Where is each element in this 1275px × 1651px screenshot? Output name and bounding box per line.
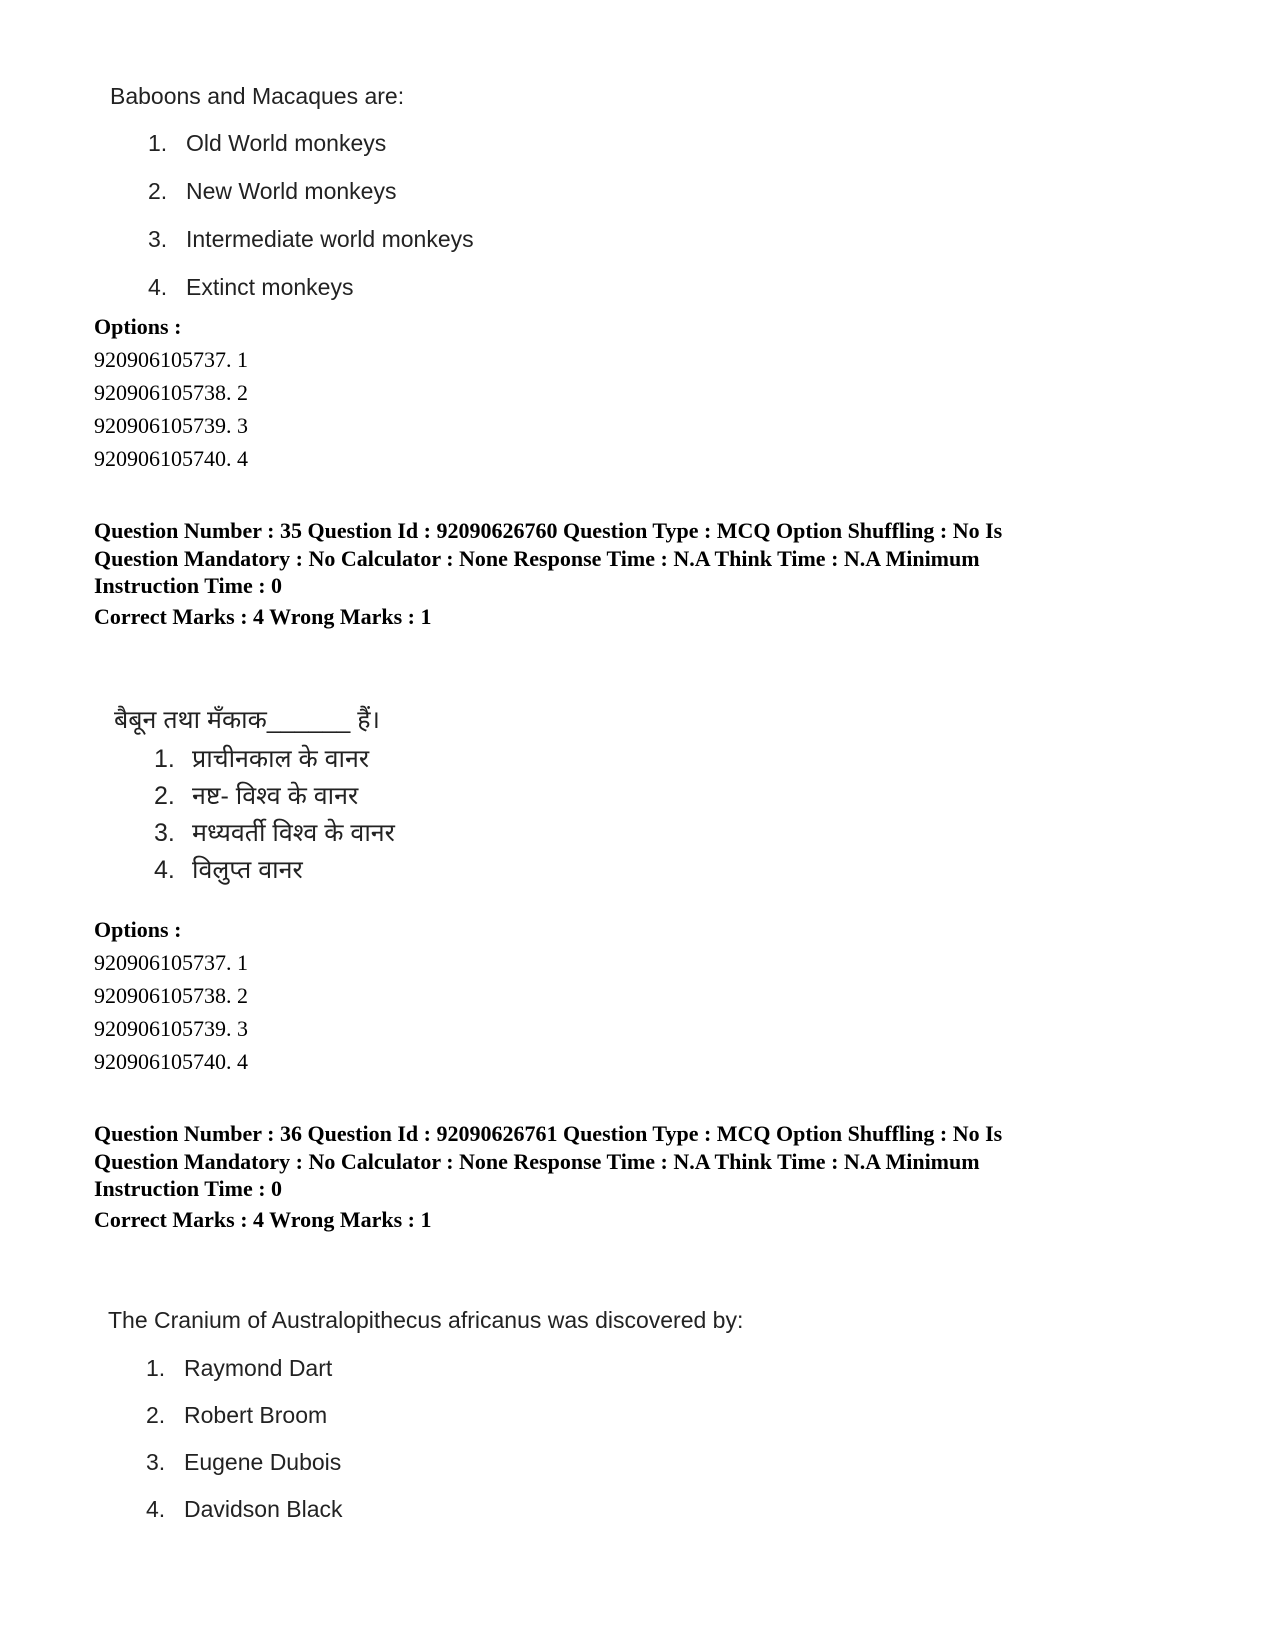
option-line: 920906105740. 4 xyxy=(94,446,248,471)
choice-text: विलुप्त वानर xyxy=(192,856,303,884)
marks-line: Correct Marks : 4 Wrong Marks : 1 xyxy=(94,1207,432,1232)
choice-item xyxy=(148,228,474,251)
metadata-line: Question Mandatory : No Calculator : None Response Time : N.A Think Time : N.A Minimum xyxy=(94,1148,980,1174)
question-metadata xyxy=(94,517,1194,600)
choice-item xyxy=(146,1498,743,1521)
question-choices xyxy=(110,132,474,299)
choice-text: Extinct monkeys xyxy=(186,274,354,300)
metadata-line: Question Number : 35 Question Id : 92090626760 Question Type : MCQ Option Shuffling : No Is xyxy=(94,518,1003,543)
choice-text: मध्यवर्ती विश्व के वानर xyxy=(192,819,395,847)
choice-number: 2. xyxy=(148,178,168,204)
metadata-line: Instruction Time : 0 xyxy=(94,1176,283,1201)
choice-number: 3. xyxy=(148,226,168,252)
question-choices xyxy=(108,1357,743,1521)
question-choices xyxy=(114,747,395,883)
question-stem: The Cranium of Australopithecus africanus was discovered by: xyxy=(108,1307,744,1333)
choice-item xyxy=(146,1404,743,1427)
choice-item xyxy=(154,747,395,772)
choice-number: 1. xyxy=(146,1355,166,1381)
option-line: 920906105737. 1 xyxy=(94,347,248,372)
option-line: 920906105738. 2 xyxy=(94,983,248,1008)
choice-text: Old World monkeys xyxy=(186,130,387,156)
choice-text: New World monkeys xyxy=(186,178,397,204)
options-label: Options : xyxy=(94,314,182,339)
choice-number: 3. xyxy=(154,819,175,847)
question-metadata xyxy=(94,1120,1194,1203)
metadata-line: Instruction Time : 0 xyxy=(94,573,283,598)
metadata-line: Question Mandatory : No Calculator : None Response Time : N.A Think Time : N.A Minimum xyxy=(94,545,980,571)
choice-item xyxy=(154,784,395,809)
choice-text: नष्ट- विश्व के वानर xyxy=(192,782,359,810)
choice-number: 3. xyxy=(146,1449,166,1475)
choice-item xyxy=(146,1357,743,1380)
question-stem: बैबून तथा मँकाक______ हैं। xyxy=(114,706,380,734)
choice-text: Davidson Black xyxy=(184,1496,343,1522)
metadata-line: Question Number : 36 Question Id : 92090626761 Question Type : MCQ Option Shuffling : No Is xyxy=(94,1121,1003,1146)
option-line: 920906105739. 3 xyxy=(94,1016,248,1041)
choice-number: 4. xyxy=(148,274,168,300)
choice-item xyxy=(148,132,474,155)
question-image-cranium-en xyxy=(108,1309,743,1545)
choice-number: 2. xyxy=(146,1402,166,1428)
choice-text: Eugene Dubois xyxy=(184,1449,342,1475)
choice-text: Intermediate world monkeys xyxy=(186,226,474,252)
choice-number: 2. xyxy=(154,782,175,810)
choice-item xyxy=(148,180,474,203)
choice-number: 4. xyxy=(154,856,175,884)
choice-item xyxy=(148,276,474,299)
choice-text: Raymond Dart xyxy=(184,1355,333,1381)
choice-item xyxy=(146,1451,743,1474)
options-label: Options : xyxy=(94,917,182,942)
marks-line: Correct Marks : 4 Wrong Marks : 1 xyxy=(94,604,432,629)
choice-number: 1. xyxy=(154,745,175,773)
choice-item xyxy=(154,821,395,846)
options-block xyxy=(94,913,248,1078)
option-line: 920906105737. 1 xyxy=(94,950,248,975)
options-block xyxy=(94,310,248,475)
option-line: 920906105739. 3 xyxy=(94,413,248,438)
choice-text: Robert Broom xyxy=(184,1402,328,1428)
choice-number: 1. xyxy=(148,130,168,156)
option-line: 920906105738. 2 xyxy=(94,380,248,405)
question-image-baboons-en xyxy=(110,85,474,324)
choice-text: प्राचीनकाल के वानर xyxy=(192,745,370,773)
option-line: 920906105740. 4 xyxy=(94,1049,248,1074)
question-image-baboons-hi xyxy=(114,708,395,895)
choice-number: 4. xyxy=(146,1496,166,1522)
choice-item xyxy=(154,858,395,883)
question-stem: Baboons and Macaques are: xyxy=(110,83,405,109)
